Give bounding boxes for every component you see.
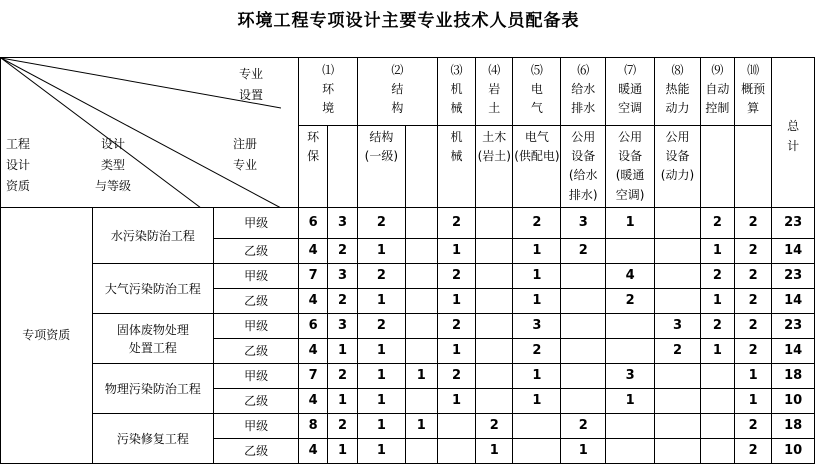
corner-qualification-line: 工程 <box>6 137 31 151</box>
subheader-line: 公用 <box>665 130 690 144</box>
group-header-cell <box>357 58 437 126</box>
value-cell: 4 <box>299 289 328 314</box>
design-type-line: 污染修复工程 <box>116 431 189 446</box>
value-cell <box>655 389 701 414</box>
value-cell: 1 <box>328 439 358 464</box>
group-name-line: 结 <box>391 82 404 97</box>
value-cell: 8 <box>299 414 328 439</box>
grade-cell: 甲级 <box>214 414 299 439</box>
value-cell <box>476 264 513 289</box>
grade-cell: 甲级 <box>214 264 299 289</box>
value-cell: 2 <box>655 339 701 364</box>
value-cell <box>476 364 513 389</box>
value-cell: 2 <box>606 289 655 314</box>
corner-registered-line: 专业 <box>233 158 258 172</box>
table-row <box>1 208 815 239</box>
value-cell: 1 <box>357 414 405 439</box>
value-cell <box>700 389 734 414</box>
value-cell: 1 <box>437 339 475 364</box>
design-type-cell <box>92 414 213 464</box>
subheader-line: 空调) <box>615 187 645 202</box>
group-header-cell <box>476 58 513 126</box>
group-name-line: 构 <box>391 101 404 116</box>
grade-cell: 甲级 <box>214 364 299 389</box>
group-number: ⑺ <box>624 63 637 77</box>
group-name-line: 自动 <box>705 82 730 97</box>
value-cell <box>606 414 655 439</box>
group-name-line: 气 <box>530 101 543 116</box>
subheader-line: 保 <box>307 149 320 164</box>
value-cell <box>437 439 475 464</box>
value-cell: 1 <box>405 364 437 389</box>
group-header-cell <box>437 58 475 126</box>
value-cell <box>655 208 701 239</box>
value-cell <box>561 314 606 339</box>
subheader-line: 电气 <box>524 130 549 144</box>
value-cell: 2 <box>437 208 475 239</box>
subheader-cell <box>606 126 655 208</box>
value-cell: 4 <box>299 339 328 364</box>
group-name-line: 热能 <box>665 82 690 97</box>
group-name-line: 排水 <box>571 101 596 116</box>
value-cell: 2 <box>700 208 734 239</box>
group-number: ⑵ <box>391 63 404 77</box>
corner-qualification-label <box>6 134 30 197</box>
design-type-cell <box>92 314 213 364</box>
subheader-cell <box>328 126 358 208</box>
grade-cell: 乙级 <box>214 389 299 414</box>
group-number: ⑼ <box>711 63 724 77</box>
subheader-cell <box>357 126 405 208</box>
subheader-line: (供配电) <box>514 149 560 164</box>
subheader-line: 环 <box>307 130 320 144</box>
value-cell <box>561 364 606 389</box>
value-cell <box>476 208 513 239</box>
design-type-line: 水污染防治工程 <box>110 228 195 243</box>
group-header-cell <box>299 58 358 126</box>
value-cell: 2 <box>476 414 513 439</box>
value-cell: 1 <box>513 239 561 264</box>
design-type-cell <box>92 364 213 414</box>
value-cell <box>606 439 655 464</box>
total-cell: 18 <box>772 364 815 389</box>
value-cell <box>655 364 701 389</box>
subheader-cell <box>405 126 437 208</box>
value-cell: 1 <box>700 339 734 364</box>
corner-qualification-line: 资质 <box>6 179 31 193</box>
subheader-line: (动力) <box>660 168 695 183</box>
subheader-line: 设备 <box>571 149 596 164</box>
value-cell <box>655 289 701 314</box>
subheader-line: (一级) <box>364 149 399 164</box>
value-cell: 1 <box>357 339 405 364</box>
subheader-cell <box>513 126 561 208</box>
value-cell: 1 <box>437 289 475 314</box>
total-header-line: 总 <box>787 119 800 134</box>
value-cell <box>606 339 655 364</box>
group-name-line: 概预 <box>741 82 766 97</box>
value-cell <box>606 239 655 264</box>
value-cell: 3 <box>328 208 358 239</box>
design-type-line: 固体废物处理 <box>116 322 189 337</box>
value-cell <box>476 289 513 314</box>
design-type-line: 物理污染防治工程 <box>104 381 201 396</box>
design-type-line: 大气污染防治工程 <box>104 281 201 296</box>
value-cell: 2 <box>734 264 771 289</box>
value-cell: 2 <box>734 289 771 314</box>
group-name-line: 控制 <box>705 101 730 116</box>
value-cell <box>561 264 606 289</box>
corner-major-line: 设置 <box>239 88 264 102</box>
value-cell <box>476 389 513 414</box>
value-cell: 1 <box>437 389 475 414</box>
design-type-cell <box>92 208 213 264</box>
value-cell <box>405 314 437 339</box>
design-type-cell <box>92 264 213 314</box>
grade-cell: 乙级 <box>214 339 299 364</box>
subheader-line: (给水 <box>568 168 598 183</box>
value-cell: 2 <box>734 414 771 439</box>
value-cell <box>405 264 437 289</box>
value-cell: 1 <box>700 289 734 314</box>
value-cell <box>700 364 734 389</box>
value-cell: 1 <box>734 364 771 389</box>
value-cell: 2 <box>328 239 358 264</box>
group-number: ⑸ <box>530 63 543 77</box>
grade-cell: 乙级 <box>214 289 299 314</box>
corner-major-line: 专业 <box>239 67 264 81</box>
value-cell: 1 <box>476 439 513 464</box>
value-cell: 2 <box>734 439 771 464</box>
subheader-cell <box>437 126 475 208</box>
value-cell <box>476 339 513 364</box>
value-cell: 2 <box>734 239 771 264</box>
value-cell: 7 <box>299 264 328 289</box>
group-name-line: 环 <box>322 82 335 97</box>
value-cell <box>513 414 561 439</box>
value-cell <box>405 289 437 314</box>
subheader-line: 排水) <box>568 187 598 202</box>
subheader-line: 机 <box>450 130 463 144</box>
group-header-cell <box>561 58 606 126</box>
value-cell: 6 <box>299 314 328 339</box>
grade-cell: 甲级 <box>214 208 299 239</box>
value-cell <box>606 314 655 339</box>
group-name-line: 机 <box>450 82 463 97</box>
value-cell: 2 <box>700 314 734 339</box>
subheader-cell <box>734 126 771 208</box>
value-cell: 1 <box>357 364 405 389</box>
value-cell: 2 <box>328 364 358 389</box>
corner-design-type-label <box>95 134 131 197</box>
value-cell: 1 <box>513 389 561 414</box>
corner-qualification-line: 设计 <box>6 158 31 172</box>
value-cell: 2 <box>357 208 405 239</box>
value-cell <box>561 289 606 314</box>
value-cell: 2 <box>561 239 606 264</box>
total-header-cell <box>772 58 815 208</box>
value-cell: 3 <box>513 314 561 339</box>
group-number: ⑹ <box>577 63 590 77</box>
value-cell: 1 <box>513 364 561 389</box>
value-cell: 2 <box>734 314 771 339</box>
value-cell <box>655 239 701 264</box>
value-cell: 3 <box>606 364 655 389</box>
value-cell: 3 <box>328 314 358 339</box>
table-row <box>1 264 815 289</box>
group-header-cell <box>513 58 561 126</box>
value-cell: 2 <box>700 264 734 289</box>
value-cell: 1 <box>357 289 405 314</box>
value-cell: 1 <box>328 389 358 414</box>
value-cell: 1 <box>437 239 475 264</box>
qualification-category-cell: 专项资质 <box>1 208 93 464</box>
value-cell <box>700 439 734 464</box>
corner-design-type-line: 与等级 <box>95 179 132 193</box>
value-cell: 4 <box>299 389 328 414</box>
group-name-line: 算 <box>747 101 760 116</box>
value-cell: 1 <box>357 239 405 264</box>
subheader-line: 设备 <box>618 149 643 164</box>
group-name-line: 给水 <box>571 82 596 97</box>
value-cell: 2 <box>734 208 771 239</box>
subheader-line: (岩土) <box>477 149 511 164</box>
total-cell: 23 <box>772 264 815 289</box>
group-number: ⑶ <box>450 63 463 77</box>
corner-major-label <box>239 64 263 106</box>
value-cell: 7 <box>299 364 328 389</box>
value-cell: 2 <box>513 339 561 364</box>
value-cell <box>476 239 513 264</box>
group-name-line: 械 <box>450 101 463 116</box>
subheader-cell <box>476 126 513 208</box>
value-cell <box>513 439 561 464</box>
value-cell <box>405 339 437 364</box>
corner-design-type-line: 设计 <box>101 137 126 151</box>
subheader-cell <box>299 126 328 208</box>
value-cell <box>655 264 701 289</box>
design-type-line: 处置工程 <box>128 340 177 355</box>
value-cell <box>476 314 513 339</box>
value-cell: 1 <box>606 389 655 414</box>
total-cell: 10 <box>772 439 815 464</box>
subheader-line: (暖通 <box>615 168 645 183</box>
group-number: ⑷ <box>488 63 501 77</box>
value-cell: 1 <box>513 264 561 289</box>
corner-registered-label <box>233 134 257 176</box>
grade-cell: 甲级 <box>214 314 299 339</box>
value-cell <box>405 208 437 239</box>
value-cell: 1 <box>561 439 606 464</box>
group-name-line: 岩 <box>488 82 501 97</box>
staffing-table <box>0 57 815 464</box>
value-cell: 6 <box>299 208 328 239</box>
value-cell <box>655 414 701 439</box>
group-name-line: 空调 <box>618 101 643 116</box>
value-cell: 1 <box>700 239 734 264</box>
total-cell: 18 <box>772 414 815 439</box>
grade-cell: 乙级 <box>214 239 299 264</box>
value-cell: 2 <box>513 208 561 239</box>
value-cell: 2 <box>328 414 358 439</box>
corner-design-type-line: 类型 <box>101 158 126 172</box>
value-cell <box>655 439 701 464</box>
group-number: ⑴ <box>322 63 335 77</box>
group-header-cell <box>700 58 734 126</box>
group-header-cell <box>655 58 701 126</box>
table-row <box>1 364 815 389</box>
value-cell: 2 <box>357 264 405 289</box>
group-name-line: 暖通 <box>618 82 643 97</box>
value-cell <box>437 414 475 439</box>
value-cell <box>405 239 437 264</box>
value-cell: 2 <box>437 264 475 289</box>
value-cell: 1 <box>357 389 405 414</box>
value-cell: 4 <box>299 439 328 464</box>
value-cell: 1 <box>513 289 561 314</box>
subheader-line: 公用 <box>618 130 643 144</box>
group-name-line: 境 <box>322 101 335 116</box>
total-cell: 14 <box>772 339 815 364</box>
value-cell: 3 <box>655 314 701 339</box>
total-cell: 10 <box>772 389 815 414</box>
grade-cell: 乙级 <box>214 439 299 464</box>
subheader-cell <box>561 126 606 208</box>
value-cell: 2 <box>734 339 771 364</box>
total-cell: 14 <box>772 239 815 264</box>
value-cell: 2 <box>328 289 358 314</box>
value-cell: 1 <box>357 439 405 464</box>
total-cell: 14 <box>772 289 815 314</box>
subheader-line: 结构 <box>369 130 394 144</box>
page-title: 环境工程专项设计主要专业技术人员配备表 <box>237 11 580 31</box>
value-cell <box>700 414 734 439</box>
value-cell <box>405 389 437 414</box>
total-cell: 23 <box>772 314 815 339</box>
subheader-cell <box>700 126 734 208</box>
group-number: ⑽ <box>747 63 760 77</box>
value-cell: 1 <box>328 339 358 364</box>
subheader-line: 公用 <box>571 130 596 144</box>
value-cell <box>561 339 606 364</box>
subheader-line: 土木 <box>482 130 507 144</box>
corner-registered-line: 注册 <box>233 137 258 151</box>
diagonal-header-cell <box>1 58 299 208</box>
total-header-line: 计 <box>787 138 800 153</box>
value-cell: 2 <box>437 364 475 389</box>
subheader-cell <box>655 126 701 208</box>
value-cell: 4 <box>299 239 328 264</box>
value-cell: 3 <box>328 264 358 289</box>
group-header-cell <box>606 58 655 126</box>
group-header-cell <box>734 58 771 126</box>
subheader-line: 械 <box>450 149 463 164</box>
table-row <box>1 314 815 339</box>
value-cell <box>405 439 437 464</box>
value-cell <box>561 389 606 414</box>
group-number: ⑻ <box>671 63 684 77</box>
value-cell: 4 <box>606 264 655 289</box>
value-cell: 2 <box>437 314 475 339</box>
value-cell: 1 <box>606 208 655 239</box>
group-name-line: 动力 <box>665 101 690 116</box>
group-name-line: 土 <box>488 101 501 116</box>
total-cell: 23 <box>772 208 815 239</box>
value-cell: 2 <box>561 414 606 439</box>
table-row <box>1 414 815 439</box>
value-cell: 3 <box>561 208 606 239</box>
value-cell: 1 <box>405 414 437 439</box>
value-cell: 2 <box>357 314 405 339</box>
group-name-line: 电 <box>530 82 543 97</box>
value-cell: 1 <box>734 389 771 414</box>
subheader-line: 设备 <box>665 149 690 164</box>
